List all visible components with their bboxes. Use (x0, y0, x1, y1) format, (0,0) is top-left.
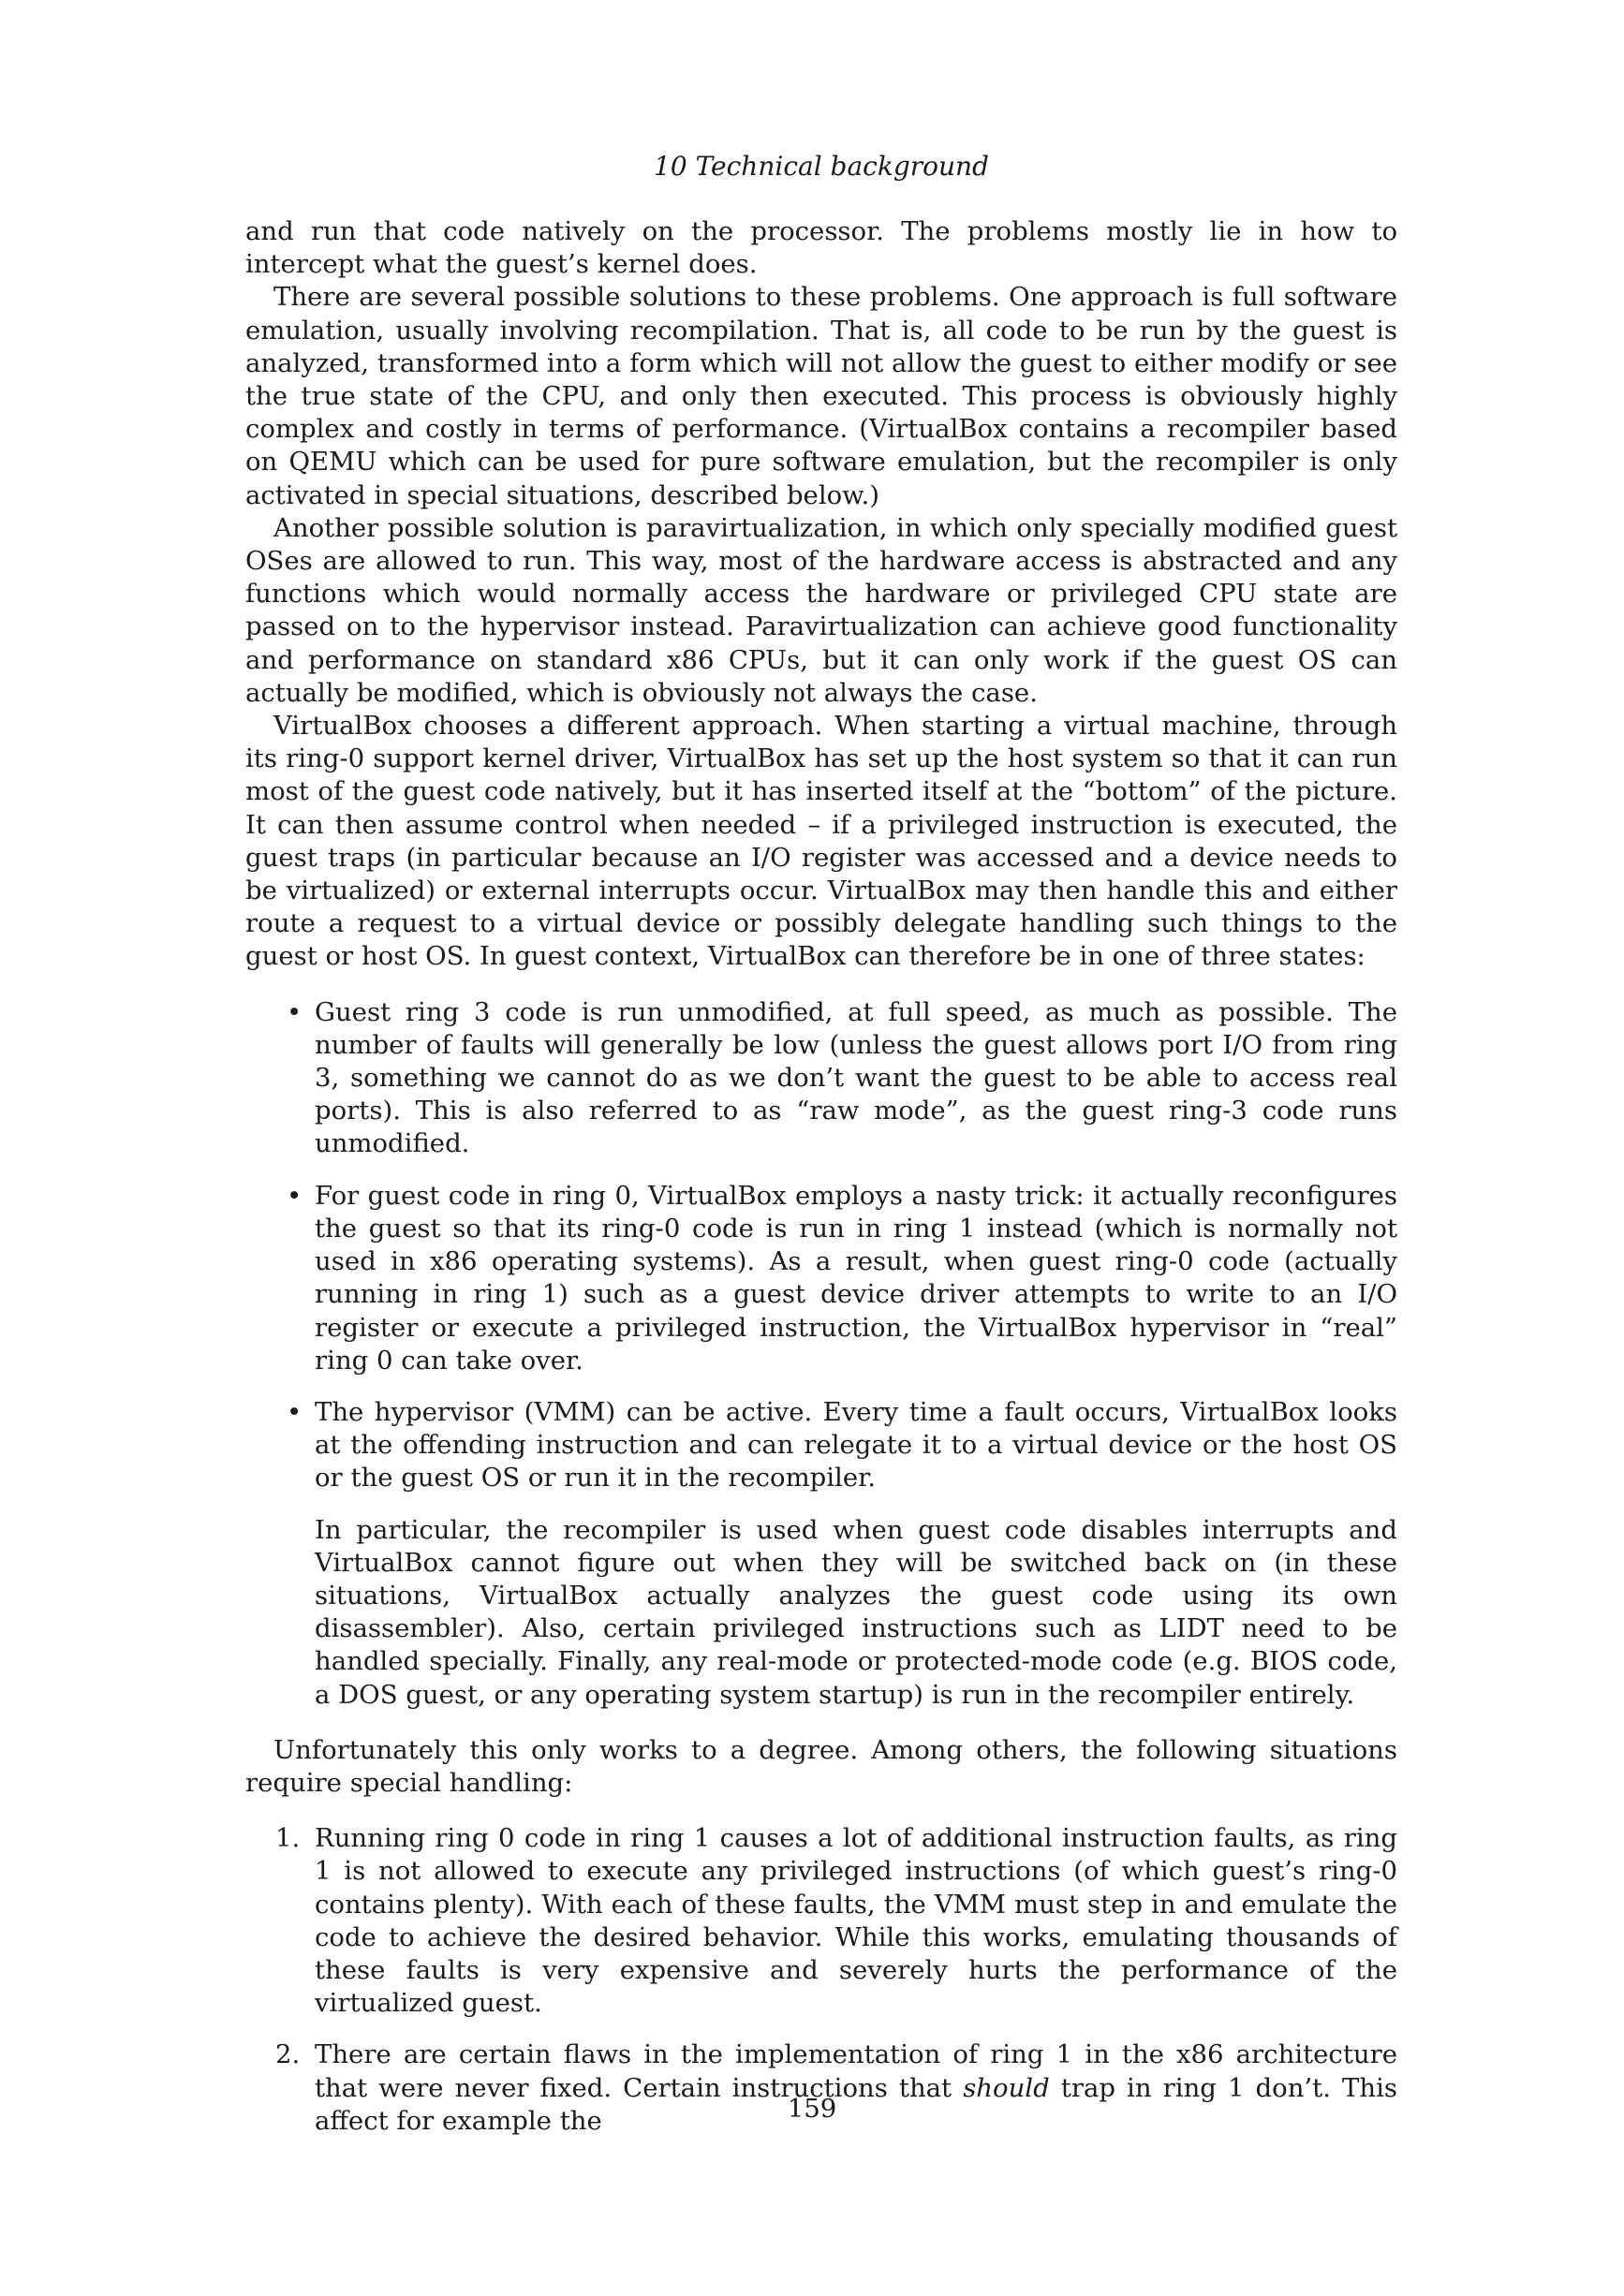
text-run: trap in ring 1 don’t. This affect for example the (315, 2072, 1397, 2136)
list-item-text: The hypervisor (VMM) can be active. Every time a fault occurs, VirtualBox looks at the offending instruction and can relegate it to a virtual device or the host OS or the guest OS or run it in the recompiler. (315, 1396, 1397, 1494)
list-item-ring1-faults (275, 1822, 1397, 2020)
document-page (245, 150, 1397, 2160)
list-item-hypervisor (287, 1396, 1397, 1712)
emphasis-should: should (963, 2072, 1050, 2103)
guest-states-list (245, 996, 1397, 1712)
text-run: There are certain flaws in the implementation of ring 1 in the x86 architecture that were never fixed. Certain instructions that (315, 2039, 1397, 2103)
paragraph-continuation: and run that code natively on the processor. The problems mostly lie in how to intercept what the guest’s kernel does. (245, 216, 1397, 280)
list-number: 1. (275, 1823, 301, 1854)
page-number: 159 (787, 2094, 837, 2124)
running-head: 10 Technical background (654, 151, 989, 182)
paragraph-virtualbox-approach: VirtualBox chooses a different approach. When starting a virtual machine, through its ring-0 support kernel driver, VirtualBox has set up the host system so that it can run most of the guest code natively, but it has inserted itself at the “bottom” of the picture. It can then assume control when needed – if a privileged instruction is executed, the guest traps (in particular because an I/O register was accessed and a device needs to be virtualized) or external interrupts occur. VirtualBox may then handle this and either route a request to a virtual device or possibly delegate handling such things to the guest or host OS. In guest context, VirtualBox can therefore be in one of three states: (245, 711, 1397, 972)
list-number: 2. (275, 2039, 301, 2070)
list-item-text: Guest ring 3 code is run unmodified, at full speed, as much as possible. The number of faults will generally be low (unless the guest allows port I/O from ring 3, something we cannot do as we don’t want the guest to be able to access real ports). This is also referred to as “raw mode”, as the guest ring-3 code runs unmodified. (315, 996, 1397, 1159)
list-item-ring3 (287, 996, 1397, 1161)
list-item-text: For guest code in ring 0, VirtualBox employs a nasty trick: it actually reconfigures the guest so that its ring-0 code is run in ring 1 instead (which is normally not used in x86 operating systems). As a result, when guest ring-0 code (actually running in ring 1) such as a guest device driver attempts to write to an I/O register or execute a privileged instruction, the VirtualBox hypervisor in “real” ring 0 can take over. (315, 1180, 1397, 1376)
list-item-ring0 (287, 1180, 1397, 1377)
body-text (245, 215, 1397, 2138)
bullet-icon: • (287, 1180, 303, 1211)
paragraph-special-handling: Unfortunately this only works to a degree. Among others, the following situations require special handling: (245, 1734, 1397, 1798)
bullet-icon: • (287, 1396, 303, 1427)
list-item-text-continuation: In particular, the recompiler is used when guest code disables interrupts and VirtualBox cannot figure out when they will be switched back on (in these situations, VirtualBox actually analyzes the guest code using its own disassembler). Also, certain privileged instructions such as LIDT need to be handled specially. Finally, any real-mode or protected-mode code (e.g. BIOS code, a DOS guest, or any operating system startup) is run in the recompiler entirely. (315, 1514, 1397, 1710)
special-handling-list (245, 1822, 1397, 2138)
paragraph-software-emulation: There are several possible solutions to these problems. One approach is full software emulation, usually involving recompilation. That is, all code to be run by the guest is analyzed, transformed into a form which will not allow the guest to either modify or see the true state of the CPU, and only then executed. This process is obviously highly complex and costly in terms of performance. (VirtualBox contains a recompiler based on QEMU which can be used for pure software emulation, but the recompiler is only activated in special situations, described below.) (245, 282, 1397, 510)
list-item-text: Running ring 0 code in ring 1 causes a lot of additional instruction faults, as ring 1 is not allowed to execute any privileged instructions (of which guest’s ring-0 contains plenty). With each of these faults, the VMM must step in and emulate the code to achieve the desired behavior. While this works, emulating thousands of these faults is very expensive and severely hurts the performance of the virtualized guest. (315, 1823, 1397, 2019)
bullet-icon: • (287, 996, 303, 1027)
paragraph-paravirtualization: Another possible solution is paravirtualization, in which only specially modified guest OSes are allowed to run. This way, most of the hardware access is abstracted and any functions which would normally access the hardware or privileged CPU state are passed on to the hypervisor instead. Paravirtualization can achieve good functionality and performance on standard x86 CPUs, but it can only work if the guest OS can actually be modified, which is obviously not always the case. (245, 512, 1397, 708)
